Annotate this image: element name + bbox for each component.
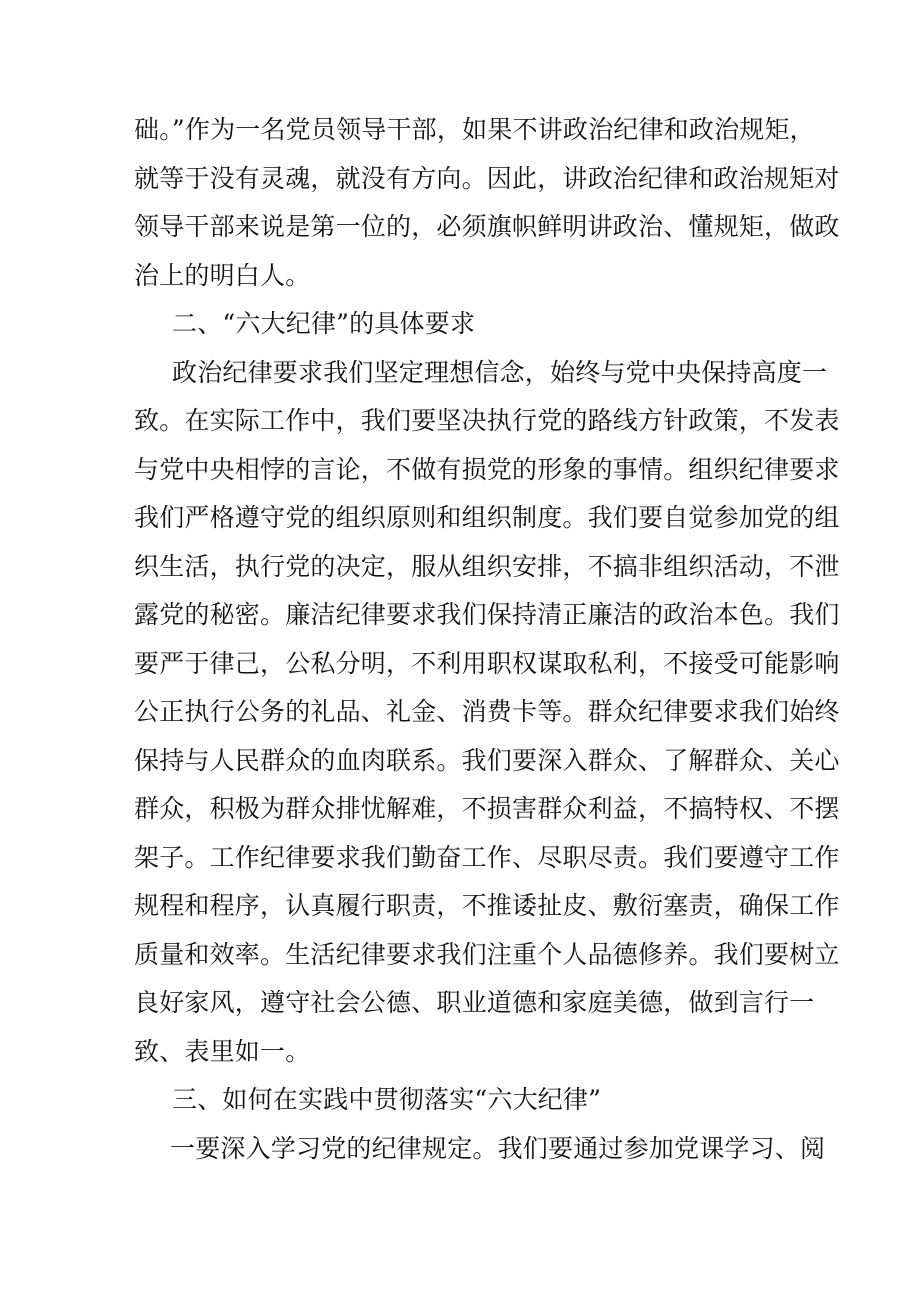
paragraph-line: 我们严格遵守党的组织原则和组织制度。我们要自觉参加党的组 bbox=[134, 503, 840, 532]
paragraph-line: 就等于没有灵魂，就没有方向。因此，讲政治纪律和政治规矩对 bbox=[134, 163, 840, 193]
paragraph-line: 致、表里如一。 bbox=[134, 1036, 311, 1066]
paragraph-line: 公正执行公务的礼品、礼金、消费卡等。群众纪律要求我们始终 bbox=[134, 697, 840, 726]
paragraph-line: 础。”作为一名党员领导干部，如果不讲政治纪律和政治规矩， bbox=[134, 115, 815, 144]
paragraph-line: 织生活，执行党的决定，服从组织安排，不搞非组织活动，不泄 bbox=[134, 551, 840, 581]
paragraph-line: 群众，积极为群众排忧解难，不损害群众利益，不搞特权、不摆 bbox=[134, 794, 840, 823]
paragraph-line: 质量和效率。生活纪律要求我们注重个人品德修养。我们要树立 bbox=[134, 939, 840, 969]
paragraph-line: 规程和程序，认真履行职责，不推诿扯皮、敷衍塞责，确保工作 bbox=[134, 891, 840, 920]
paragraph-line: 领导干部来说是第一位的，必须旗帜鲜明讲政治、懂规矩，做政 bbox=[134, 212, 840, 241]
document-body bbox=[134, 106, 840, 1173]
paragraph-line: 良好家风，遵守社会公德、职业道德和家庭美德，做到言行一 bbox=[134, 988, 815, 1017]
paragraph-line: 政治纪律要求我们坚定理想信念，始终与党中央保持高度一 bbox=[172, 357, 828, 387]
paragraph-line: 要严于律己，公私分明，不利用职权谋取私利，不接受可能影响 bbox=[134, 648, 840, 678]
paragraph-line: 治上的明白人。 bbox=[134, 260, 311, 290]
paragraph-line: 致。在实际工作中，我们要坚决执行党的路线方针政策，不发表 bbox=[134, 406, 840, 435]
section-heading-2: 二、“六大纪律”的具体要求 bbox=[172, 309, 476, 338]
paragraph-line: 一要深入学习党的纪律规定。我们要通过参加党课学习、阅 bbox=[170, 1133, 826, 1163]
paragraph-line: 保持与人民群众的血肉联系。我们要深入群众、了解群众、关心 bbox=[134, 745, 840, 775]
paragraph-line: 与党中央相悖的言论，不做有损党的形象的事情。组织纪律要求 bbox=[134, 454, 840, 484]
section-heading-3: 三、如何在实践中贯彻落实“六大纪律” bbox=[172, 1085, 602, 1114]
paragraph-line: 露党的秘密。廉洁纪律要求我们保持清正廉洁的政治本色。我们 bbox=[134, 600, 840, 629]
paragraph-line: 架子。工作纪律要求我们勤奋工作、尽职尽责。我们要遵守工作 bbox=[134, 842, 840, 872]
